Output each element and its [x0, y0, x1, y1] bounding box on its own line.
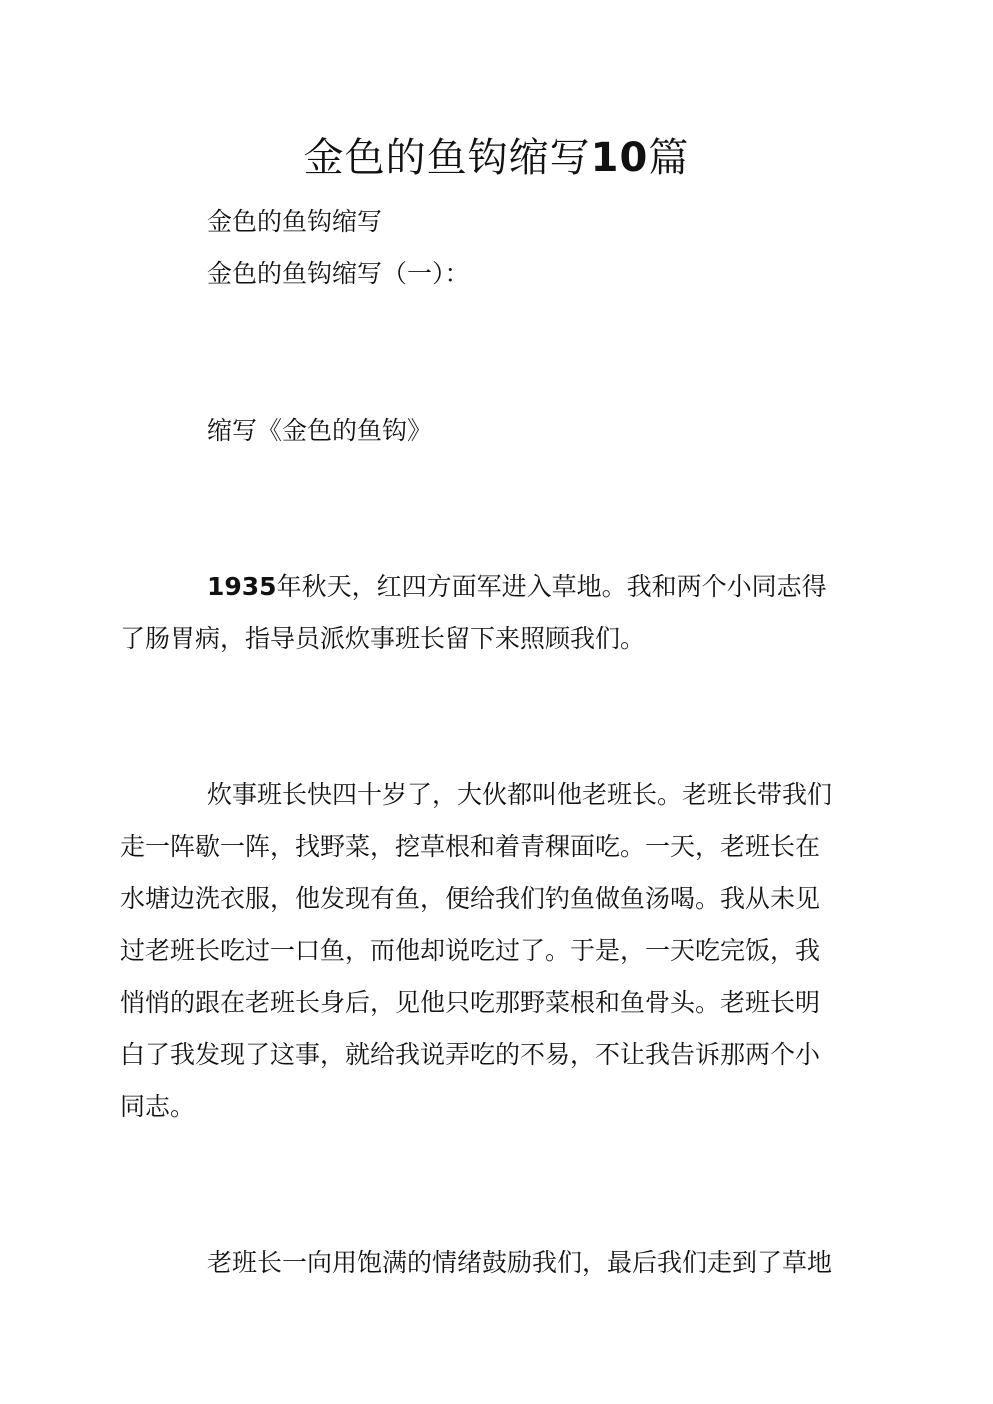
title-suffix: 篇 [648, 135, 690, 181]
paragraph-1 [120, 561, 880, 665]
paragraph-line: 了肠胃病，指导员派炊事班长留下来照顾我们。 [120, 624, 646, 653]
paragraph-line: 过老班长吃过一口鱼，而他却说吃过了。于是，一天吃完饭，我 [120, 936, 821, 965]
paragraph-line: 悄悄的跟在老班长身后，见他只吃那野菜根和鱼骨头。老班长明 [120, 988, 821, 1017]
paragraph-line: 老班长一向用饱满的情绪鼓励我们，最后我们走到了草地 [207, 1248, 833, 1277]
title-prefix: 金色的鱼钩缩写 [303, 135, 591, 181]
paragraph-line: 走一阵歇一阵，找野菜，挖草根和着青稞面吃。一天，老班长在 [120, 832, 821, 861]
year-number: 1935 [207, 572, 277, 601]
title-number: 10 [590, 135, 649, 181]
paragraph-3 [120, 1237, 880, 1289]
page-title [0, 130, 993, 186]
paragraph-line: 白了我发现了这事，就给我说弄吃的不易，不让我告诉那两个小 [120, 1040, 821, 1069]
paragraph-line: 炊事班长快四十岁了，大伙都叫他老班长。老班长带我们 [207, 780, 833, 809]
subtitle: 金色的鱼钩缩写 [207, 207, 383, 236]
paragraph-line: 同志。 [120, 1092, 196, 1121]
essay-title: 缩写《金色的鱼钩》 [207, 416, 433, 445]
paragraph-2 [120, 769, 880, 1133]
paragraph-text: 年秋天，红四方面军进入草地。我和两个小同志得 [276, 572, 827, 601]
section-heading: 金色的鱼钩缩写（一）： [207, 259, 470, 288]
paragraph-line [120, 561, 880, 613]
paragraph-line: 水塘边洗衣服，他发现有鱼，便给我们钓鱼做鱼汤喝。我从未见 [120, 884, 821, 913]
